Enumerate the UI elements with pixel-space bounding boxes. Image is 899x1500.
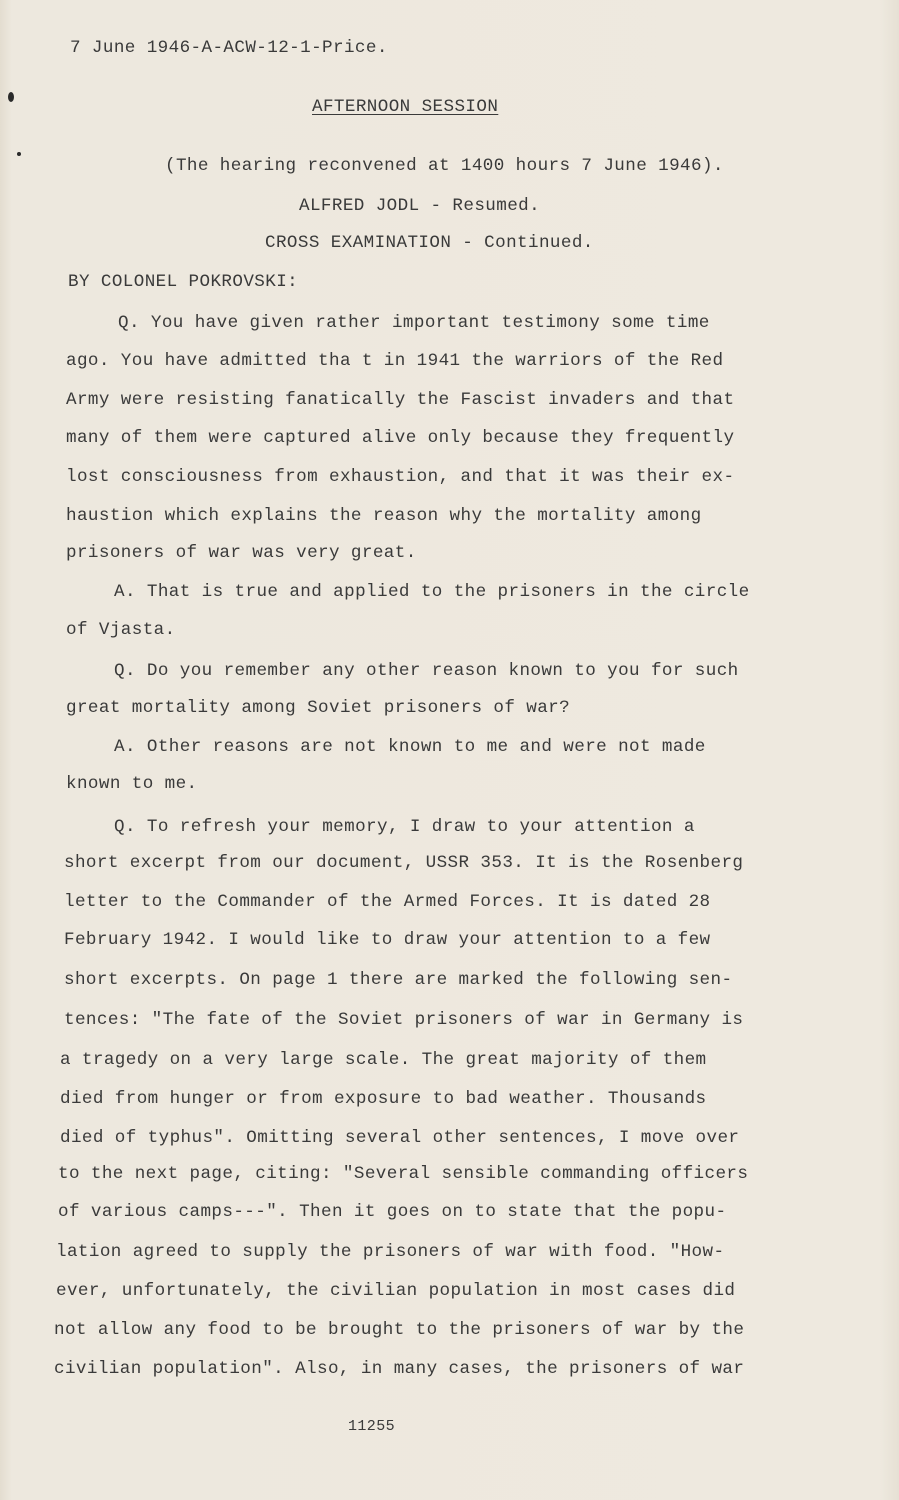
body-line: A. Other reasons are not known to me and were not made	[114, 737, 706, 757]
punch-mark	[17, 152, 21, 156]
body-line: lation agreed to supply the prisoners of war with food. "How-	[56, 1242, 725, 1262]
body-line: haustion which explains the reason why the mortality among	[66, 506, 702, 526]
reconvened-note: (The hearing reconvened at 1400 hours 7 June 1946).	[165, 156, 724, 176]
body-line: to the next page, citing: "Several sensible commanding officers	[58, 1164, 749, 1184]
examiner-line: BY COLONEL POKROVSKI:	[68, 272, 299, 292]
body-line: Q. To refresh your memory, I draw to your attention a	[114, 817, 695, 837]
session-title: AFTERNOON SESSION	[312, 97, 499, 117]
body-line: Q. Do you remember any other reason known to you for such	[114, 661, 739, 681]
header-reference: 7 June 1946-A-ACW-12-1-Price.	[70, 38, 388, 58]
body-line: civilian population". Also, in many cases, the prisoners of war	[54, 1359, 745, 1379]
page-number: 11255	[348, 1418, 396, 1435]
body-line: ever, unfortunately, the civilian population in most cases did	[56, 1281, 736, 1301]
body-line: lost consciousness from exhaustion, and that it was their ex-	[66, 467, 735, 487]
body-line: of Vjasta.	[66, 620, 176, 640]
body-line: known to me.	[66, 774, 198, 794]
body-line: Q. You have given rather important testimony some time	[118, 313, 710, 333]
body-line: not allow any food to be brought to the prisoners of war by the	[54, 1320, 745, 1340]
body-line: short excerpts. On page 1 there are marked the following sen-	[64, 970, 733, 990]
body-line: of various camps---". Then it goes on to state that the popu-	[58, 1202, 727, 1222]
body-line: died of typhus". Omitting several other sentences, I move over	[60, 1128, 740, 1148]
witness-line: ALFRED JODL - Resumed.	[299, 196, 541, 216]
body-line: died from hunger or from exposure to bad weather. Thousands	[60, 1089, 707, 1109]
body-line: many of them were captured alive only because they frequently	[66, 428, 735, 448]
body-line: February 1942. I would like to draw your attention to a few	[64, 930, 711, 950]
body-line: short excerpt from our document, USSR 353. It is the Rosenberg	[64, 853, 744, 873]
examination-line: CROSS EXAMINATION - Continued.	[265, 233, 594, 253]
body-line: a tragedy on a very large scale. The great majority of them	[60, 1050, 707, 1070]
body-line: Army were resisting fanatically the Fascist invaders and that	[66, 390, 735, 410]
body-line: tences: "The fate of the Soviet prisoners of war in Germany is	[64, 1010, 744, 1030]
body-line: prisoners of war was very great.	[66, 543, 417, 563]
body-line: letter to the Commander of the Armed Forces. It is dated 28	[64, 892, 711, 912]
body-line: great mortality among Soviet prisoners of war?	[66, 698, 571, 718]
punch-mark	[8, 92, 14, 102]
body-line: ago. You have admitted tha t in 1941 the warriors of the Red	[66, 351, 724, 371]
body-line: A. That is true and applied to the prisoners in the circle	[114, 582, 750, 602]
